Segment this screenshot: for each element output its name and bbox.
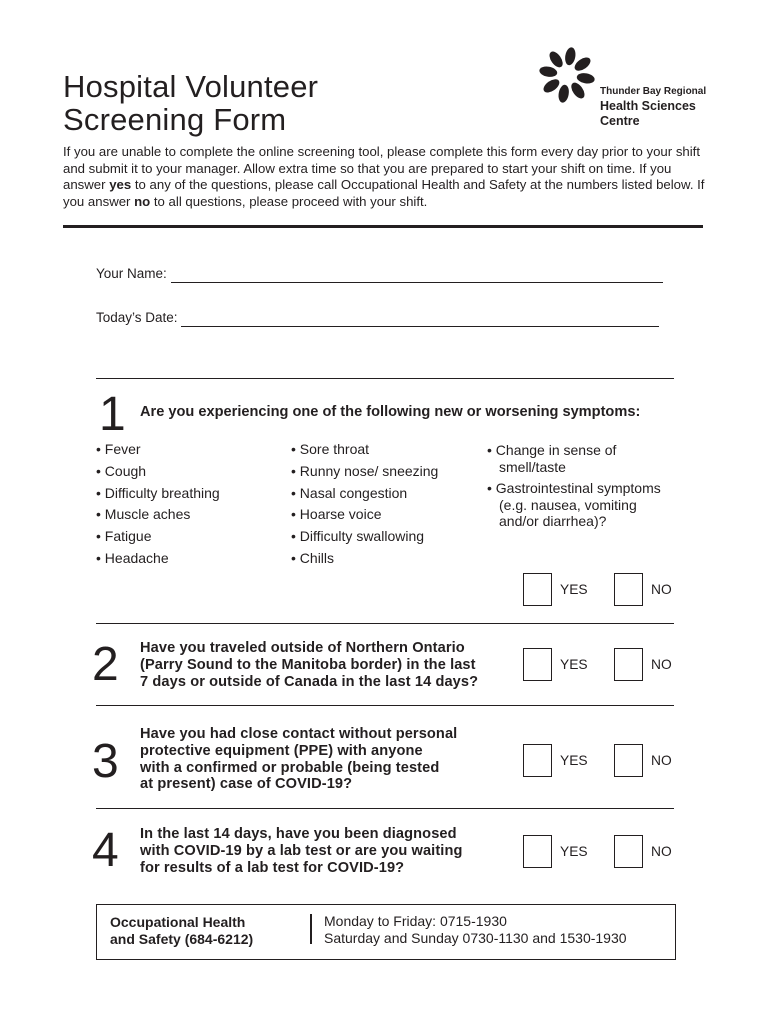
page-title [63,70,318,136]
intro-paragraph: If you are unable to complete the online screening tool, please complete this form every day prior to your shift and submit it to your manager. Allow extra time so that you are prepared to start your shift on time. If you answer yes to any of the questions, please call Occupational Health and Safety at the numbers listed below. If you answer no to all questions, please proceed with your shift. [63,144,705,209]
question-number: 1 [99,388,126,441]
question-text: In the last 14 days, have you been diagnosed with COVID-19 by a lab test or are you waiting for results of a lab test for COVID-19? [140,826,463,876]
question-number: 2 [92,638,119,691]
contact-hours: Monday to Friday: 0715-1930 Saturday and Sunday 0730-1130 and 1530-1930 [324,913,627,946]
question-text: Have you traveled outside of Northern Ontario (Parry Sound to the Manitoba border) in the last 7 days or outside of Canada in the last 14 days? [140,640,479,690]
yes-label: YES [560,753,588,768]
question-text: Are you experiencing one of the following new or worsening symptoms: [140,404,641,420]
question-text: Have you had close contact without personal protective equipment (PPE) with anyone with a confirmed or probable (being tested at present) case of COVID-19? [140,726,458,793]
list-item: • Difficulty swallowing [291,528,425,545]
list-item: • Chills [291,549,335,566]
divider [96,623,674,624]
hospital-logo-icon [536,44,598,106]
q2-no-checkbox[interactable] [614,648,643,681]
q3-no-checkbox[interactable] [614,744,643,777]
divider [96,378,674,379]
date-input-line[interactable] [181,313,659,327]
q4-yes-checkbox[interactable] [523,835,552,868]
date-label: Today’s Date: [96,310,178,325]
list-item: • Gastrointestinal symptoms (e.g. nausea, vomiting and/or diarrhea)? [487,480,661,529]
question-number: 4 [92,824,119,877]
title-line-2: Screening Form [63,102,287,137]
symptom-list-1 [96,439,281,570]
logo-line-1: Thunder Bay Regional [600,86,707,97]
list-item: • Cough [96,462,147,479]
no-label: NO [651,582,672,597]
header-divider [63,225,703,228]
q3-yes-checkbox[interactable] [523,744,552,777]
list-item: • Fatigue [96,528,152,545]
q1-yes-checkbox[interactable] [523,573,552,606]
list-item: • Headache [96,549,169,566]
no-label: NO [651,657,672,672]
list-item: • Difficulty breathing [96,484,220,501]
name-input-line[interactable] [171,269,663,283]
symptom-list-2 [291,439,481,570]
list-item: • Muscle aches [96,506,191,523]
question-number: 3 [92,735,119,788]
list-item: • Fever [96,441,141,457]
divider [96,705,674,706]
name-label: Your Name: [96,266,167,281]
list-item: • Runny nose/ sneezing [291,462,439,479]
logo-line-2: Health Sciences [600,99,696,113]
logo-text [600,84,706,129]
title-line-1: Hospital Volunteer [63,69,319,104]
no-label: NO [651,844,672,859]
yes-label: YES [560,582,588,597]
yes-label: YES [560,844,588,859]
contact-department: Occupational Health and Safety (684-6212) [110,914,254,947]
q1-no-checkbox[interactable] [614,573,643,606]
q4-no-checkbox[interactable] [614,835,643,868]
name-field[interactable] [96,265,663,283]
contact-divider [310,914,312,944]
divider [96,808,674,809]
list-item: • Nasal congestion [291,484,408,501]
logo-line-3: Centre [600,114,640,128]
q2-yes-checkbox[interactable] [523,648,552,681]
list-item: • Sore throat [291,441,370,457]
list-item: • Change in sense of smell/taste [487,442,617,475]
symptom-list-3 [487,442,672,535]
no-label: NO [651,753,672,768]
list-item: • Hoarse voice [291,506,382,523]
date-field[interactable] [96,309,659,327]
yes-label: YES [560,657,588,672]
